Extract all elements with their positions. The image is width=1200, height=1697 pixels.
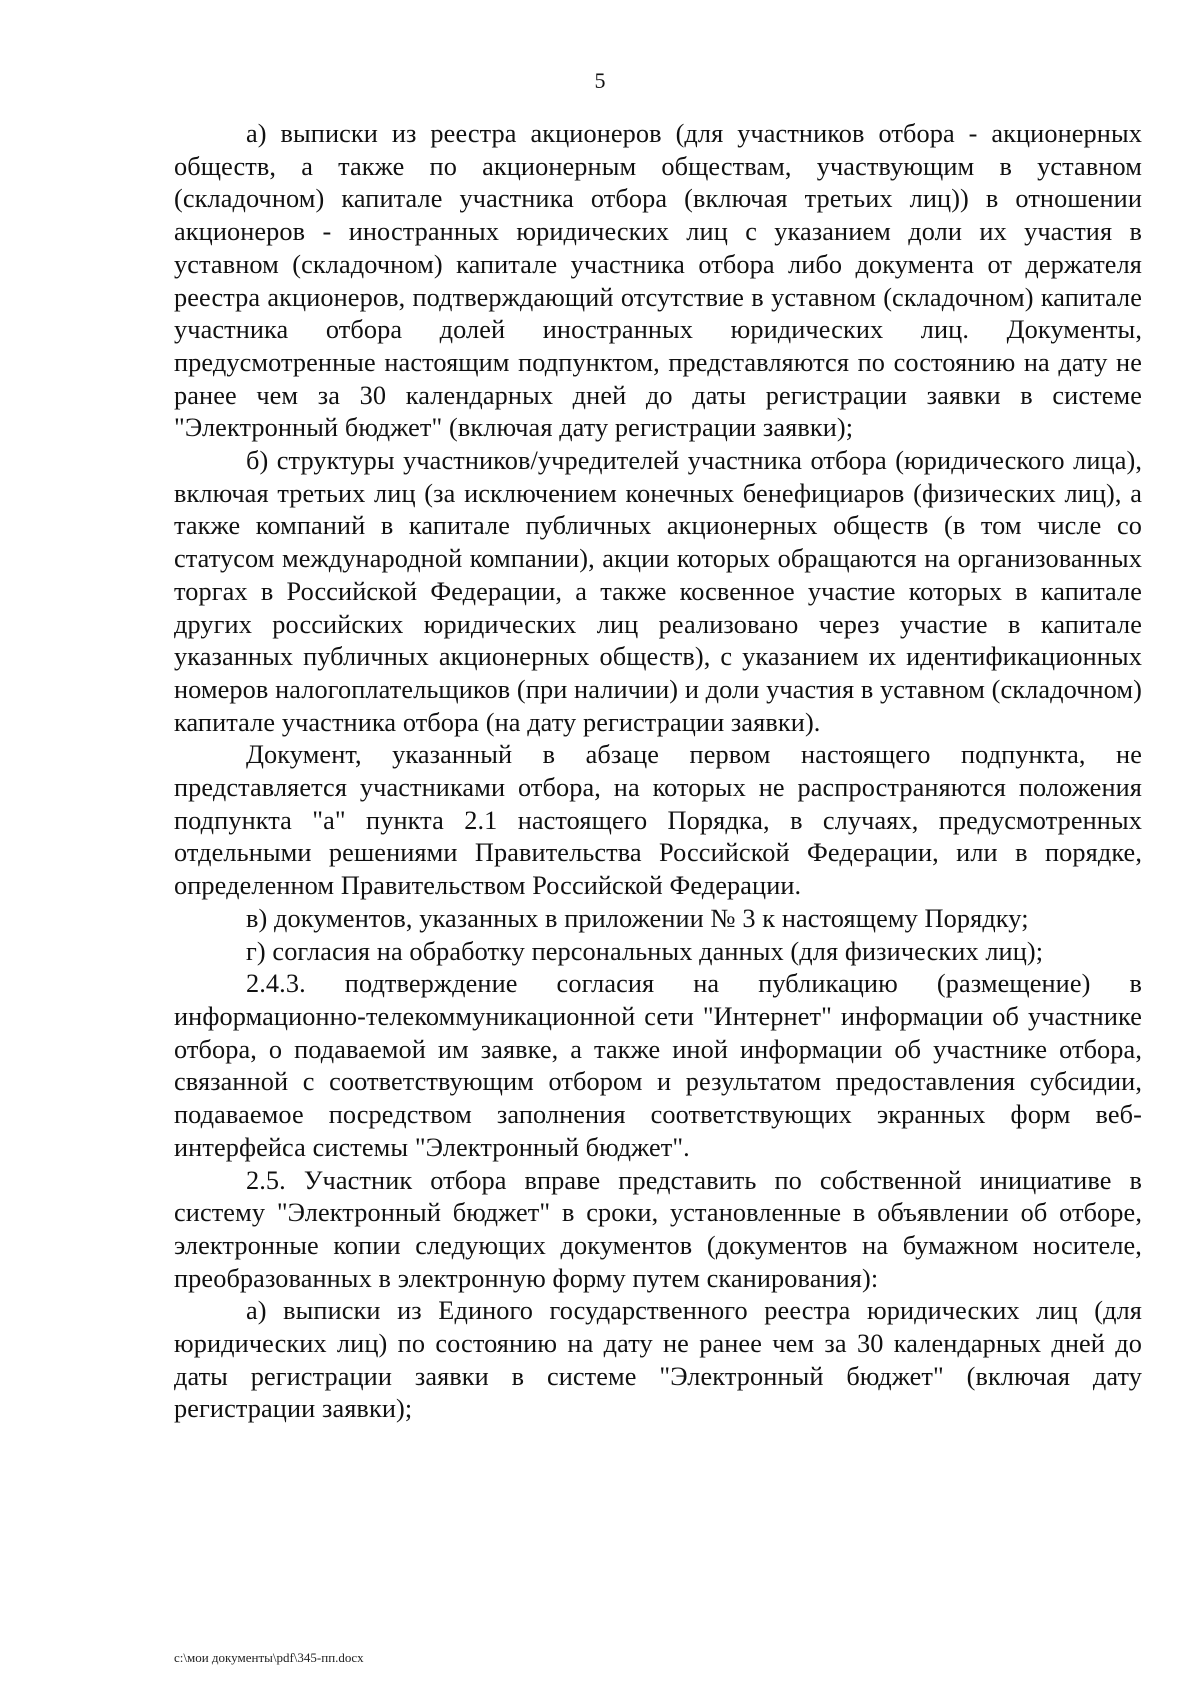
paragraph-participant-structure: б) структуры участников/учредителей участника отбора (юридического лица), включая третьих лиц (за исключением конечных бенефициаров (физических лиц), а также компаний в капитале публичных акционерных обществ (в том числе со статусом международной компании), акции которых обращаются на организованных торгах в Российской Федерации, а также косвенное участие которых в капитале других российских юридических лиц реализовано через участие в капитале указанных публичных акционерных обществ), с указанием их идентификационных номеров налогоплательщиков (при наличии) и доли участия в уставном (складочном) капитале участника отбора (на дату регистрации заявки). <box>174 446 1143 737</box>
document-body <box>174 118 1142 1426</box>
paragraph-document-exemption: Документ, указанный в абзаце первом настоящего подпункта, не представляется участниками отбора, на которых не распространяются положения подпункта "а" пункта 2.1 настоящего Порядка, в случаях, предусмотренных отдельными решениями Правительства Российской Федерации, или в порядке, определенном Правительством Российской Федерации. <box>174 740 1142 901</box>
page-number: 5 <box>594 68 606 93</box>
paragraph-2-4-3-publication-consent: 2.4.3. подтверждение согласия на публикацию (размещение) в информационно-телекоммуникационной сети "Интернет" информации об участнике отбора, о подаваемой им заявке, а также иной информации об участнике отбора, связанной с соответствующим отбором и результатом предоставления субсидии, подаваемое посредством заполнения соответствующих экранных форм веб-интерфейса системы "Электронный бюджет". <box>174 969 1142 1162</box>
paragraph-egrul-extract: а) выписки из Единого государственного реестра юридических лиц (для юридических лиц) по состоянию на дату не ранее чем за 30 календарных дней до даты регистрации заявки в системе "Электронный бюджет" (включая дату регистрации заявки); <box>174 1296 1142 1424</box>
paragraph-appendix-documents: в) документов, указанных в приложении № 3 к настоящему Порядку; <box>246 903 1029 933</box>
paragraph-shareholder-register: а) выписки из реестра акционеров (для участников отбора - акционерных обществ, а также по акционерным обществам, участвующим в уставном (складочном) капитале участника отбора (включая третьих лиц)) в отношении акционеров - иностранных юридических лиц с указанием доли их участия в уставном (складочном) капитале участника отбора либо документа от держателя реестра акционеров, подтверждающий отсутствие в уставном (складочном) капитале участника отбора долей иностранных юридических лиц. Документы, предусмотренные настоящим подпунктом, представляются по состоянию на дату не ранее чем за 30 календарных дней до даты регистрации заявки в системе "Электронный бюджет" (включая дату регистрации заявки); <box>174 119 1142 443</box>
paragraph-2-5-optional-documents: 2.5. Участник отбора вправе представить по собственной инициативе в систему "Электронный бюджет" в сроки, установленные в объявлении об отборе, электронные копии следующих документов (документов на бумажном носителе, преобразованных в электронную форму путем сканирования): <box>174 1165 1142 1293</box>
footer-file-path: c:\мои документы\pdf\345-пп.docx <box>174 1650 364 1665</box>
paragraph-personal-data-consent: г) согласия на обработку персональных данных (для физических лиц); <box>246 936 1044 966</box>
